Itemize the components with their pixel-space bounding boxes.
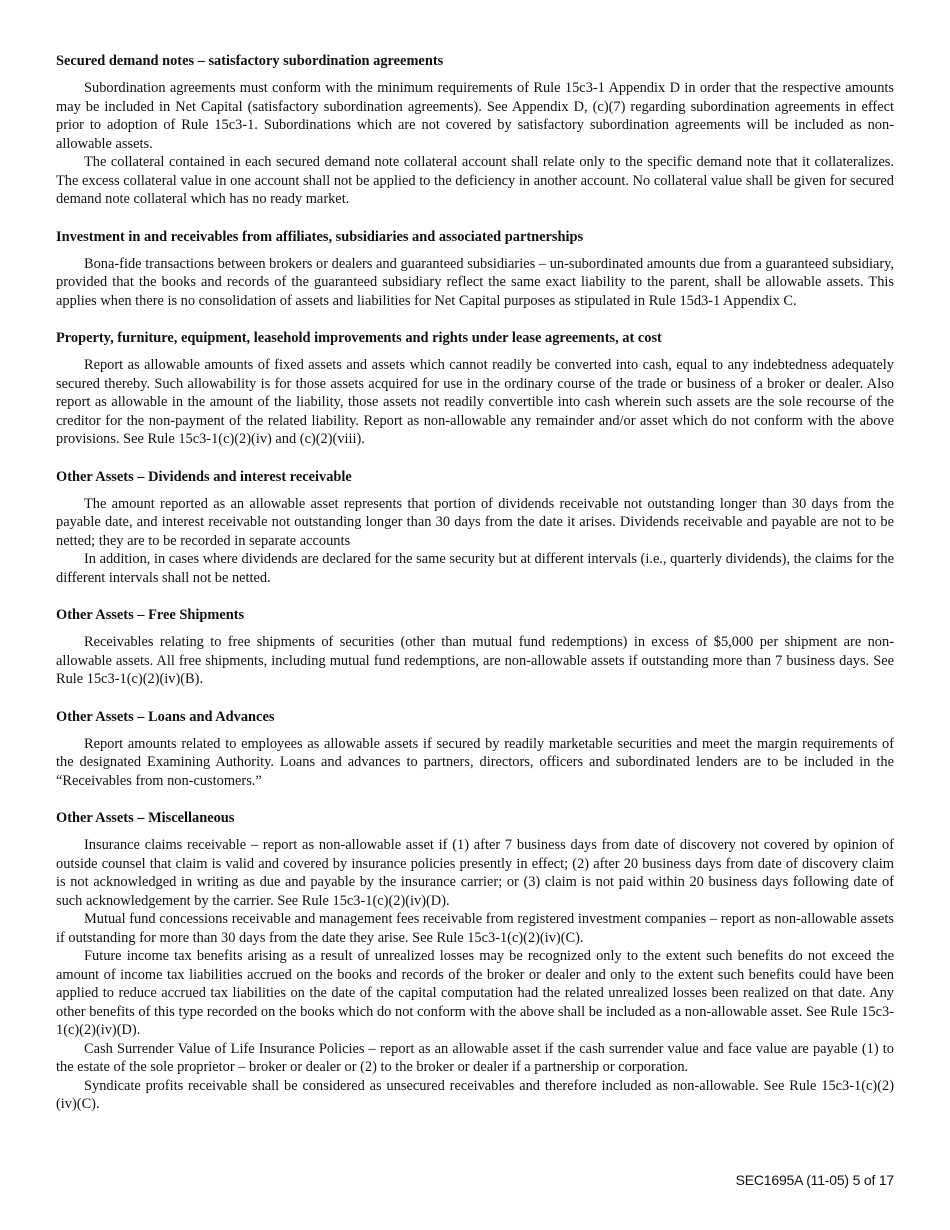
section-heading: Property, furniture, equipment, leasehold improvements and rights under lease agreements, at cost <box>56 330 662 346</box>
paragraph: Subordination agreements must conform with the minimum requirements of Rule 15c3-1 Appendix D in order that the respective amounts may be included in Net Capital (satisfactory subordination agreements). See Appendix D, (c)(7) regarding subordination agreements in effect prior to adoption of Rule 15c3-1. Subordinations which are not covered by satisfactory subordination agreements will be included as non-allowable assets. <box>56 80 894 152</box>
paragraph: Insurance claims receivable – report as non-allowable asset if (1) after 7 business days from date of discovery not covered by opinion of outside counsel that claim is valid and covered by insurance policies presently in effect; (2) after 20 business days from date of discovery claim is not acknowledged in writing as due and payable by the insurance carrier; or (3) claim is not paid within 20 business days following date of such acknowledgement by the carrier. See Rule 15c3-1(c)(2)(iv)(D). <box>56 837 894 909</box>
section-miscellaneous <box>56 809 894 1114</box>
section-loans-advances <box>56 708 894 791</box>
paragraph: Bona-fide transactions between brokers or dealers and guaranteed subsidiaries – un-subordinated amounts due from a guaranteed subsidiary, provided that the books and records of the guaranteed subsidiary reflect the same exact liability to the parent, shall be allowable assets. This applies when there is no consolidation of assets and liabilities for Net Capital purposes as stipulated in Rule 15d3-1 Appendix C. <box>56 255 894 309</box>
paragraph: Receivables relating to free shipments of securities (other than mutual fund redemptions) in excess of $5,000 per shipment are non-allowable assets. All free shipments, including mutual fund redemptions, are non-allowable assets if outstanding more than 7 business days. See Rule 15c3-1(c)(2)(iv)(B). <box>56 634 894 687</box>
section-heading: Other Assets – Loans and Advances <box>56 708 275 725</box>
paragraph: Future income tax benefits arising as a result of unrealized losses may be recognized only to the extent such benefits do not exceed the amount of income tax liabilities accrued on the books and records of the broker or dealer and only to the extent such benefits could have been applied to reduce accrued tax liabilities on the date of the capital computation had the related unrealized losses been realized on that date. Any other benefits of this type recorded on the books which do not conform with the above shall be included as a non-allowable asset. See Rule 15c3-1(c)(2)(iv)(D). <box>56 948 894 1038</box>
paragraph: The amount reported as an allowable asset represents that portion of dividends receivable not outstanding longer than 30 days from the payable date, and interest receivable not outstanding longer than 30 days from the date it arises. Dividends receivable and payable are not to be netted; they are to be recorded in separate accounts <box>56 495 894 549</box>
section-heading: Secured demand notes – satisfactory subordination agreements <box>56 53 444 69</box>
section-dividends-interest <box>56 468 894 588</box>
document-body <box>56 52 894 1133</box>
section-heading: Other Assets – Dividends and interest receivable <box>56 468 352 485</box>
paragraph: Report amounts related to employees as allowable assets if secured by readily marketable securities and meet the margin requirements of the designated Examining Authority. Loans and advances to partners, directors, officers and subordinated lenders are to be included in the “Receivables from non-customers.” <box>56 735 894 789</box>
paragraph: Syndicate profits receivable shall be considered as unsecured receivables and therefore included as non-allowable. See Rule 15c3-1(c)(2)(iv)(C). <box>56 1077 894 1112</box>
paragraph: The collateral contained in each secured demand note collateral account shall relate only to the specific demand note that it collateralizes. The excess collateral value in one account shall not be applied to the deficiency in another account. No collateral value shall be given for secured demand note collateral which has no ready market. <box>56 154 894 207</box>
section-secured-demand-notes <box>56 52 894 209</box>
section-heading: Other Assets – Free Shipments <box>56 607 245 623</box>
section-affiliates <box>56 228 894 311</box>
paragraph: Cash Surrender Value of Life Insurance Policies – report as an allowable asset if the cash surrender value and face value are payable (1) to the estate of the sole proprietor – broker or dealer or (2) to the broker or dealer if a partnership or corporation. <box>56 1040 894 1075</box>
paragraph: In addition, in cases where dividends are declared for the same security but at different intervals (i.e., quarterly dividends), the claims for the different intervals shall not be netted. <box>56 551 894 586</box>
paragraph: Mutual fund concessions receivable and management fees receivable from registered investment companies – report as non-allowable assets if outstanding for more than 30 days from the date they arise. See Rule 15c3-1(c)(2)(iv)(C). <box>56 911 894 946</box>
section-free-shipments <box>56 606 894 689</box>
paragraph: Report as allowable amounts of fixed assets and assets which cannot readily be converted into cash, equal to any indebtedness adequately secured thereby. Such allowability is for those assets acquired for use in the ordinary course of the trade or business of a broker or dealer. Also report as allowable in the amount of the liability, those assets not readily convertible into cash wherein such assets are the sole recourse of the creditor for the non-payment of the related liability. Report as non-allowable any remainder and/or asset which do not conform with the above provisions. See Rule 15c3-1(c)(2)(iv) and (c)(2)(viii). <box>56 357 894 447</box>
section-heading: Investment in and receivables from affiliates, subsidiaries and associated partnerships <box>56 228 584 245</box>
section-property <box>56 329 894 449</box>
page-footer: SEC1695A (11-05) 5 of 17 <box>735 1172 894 1188</box>
section-heading: Other Assets – Miscellaneous <box>56 810 235 826</box>
